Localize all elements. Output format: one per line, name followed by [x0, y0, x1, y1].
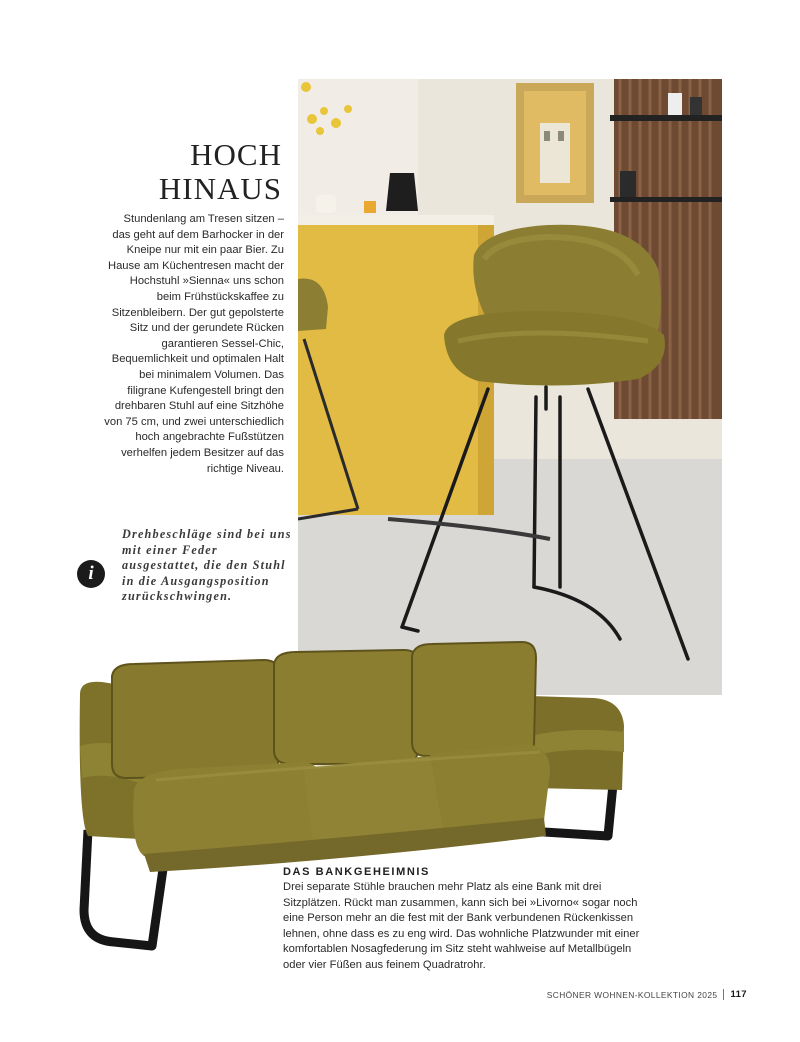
headline-line-1: HOCH: [190, 137, 282, 172]
bar-stool-photo: [298, 79, 722, 695]
intro-paragraph: Stundenlang am Tresen sitzen – das geht auf dem Barhocker in der Kneipe nur mit ein paar Bier. Zu Hause am Küchentresen macht der Hochstuhl »Sienna« uns schon beim Frühstückskaffee zu Sitzenbleibern. Der gut gepolsterte Sitz und der gerundete Rücken garantieren Sessel-Chic, Bequemlichkeit und optimalen Halt bei minimalem Volumen. Das filigrane Kufengestell bringt den drehbaren Stuhl auf eine Sitzhöhe von 75 cm, und zwei unterschiedlich hoch angebrachte Fußstützen verhelfen jedem Besitzer auf das richtige Niveau.: [104, 213, 284, 475]
bench-paragraph: Drei separate Stühle brauchen mehr Platz als eine Bank mit drei Sitzplätzen. Rückt man zusammen, kann sich bei »Livorno« sogar noch eine Person mehr an die fest mit der Bank verbundenen Rückenkissen lehnen, ohne dass es zu eng wird. Das wohnliche Platzwunder mit einer komfortablen Nosagfederung im Sitz steht wahlweise auf Metallbügeln oder vier Füßen aus feinem Quadratrohr.: [283, 881, 640, 971]
bar-stool-scene: [298, 79, 722, 695]
page-number: 117: [730, 989, 747, 1000]
footer-divider: [723, 989, 724, 1000]
info-icon: i: [77, 560, 105, 588]
publication-name: SCHÖNER WOHNEN-KOLLEKTION 2025: [546, 989, 718, 1000]
headline-line-2: HINAUS: [158, 171, 282, 206]
headline: [159, 138, 282, 206]
page-footer: [547, 989, 747, 1000]
info-note: Drehbeschläge sind bei uns mit einer Feder ausgestattet, die den Stuhl in die Ausgangsposition zurückschwingen.: [122, 527, 292, 604]
bench-heading: DAS BANKGEHEIMNIS: [283, 866, 430, 878]
